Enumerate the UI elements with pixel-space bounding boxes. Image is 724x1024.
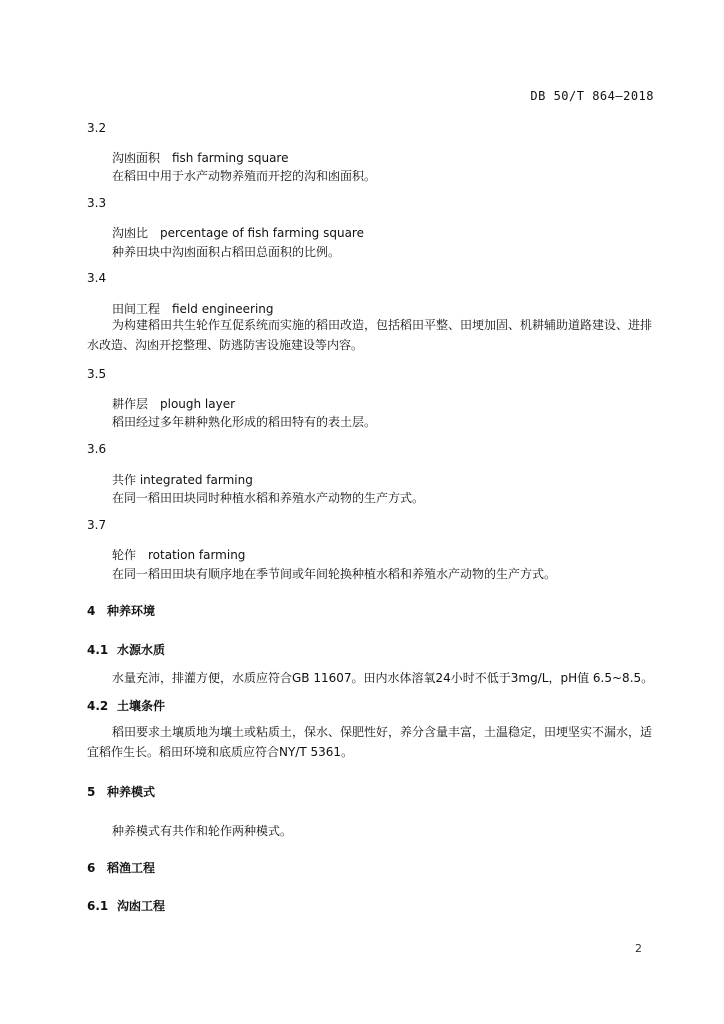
section-number: 5 (87, 785, 96, 799)
term-title: 沟凼比 percentage of fish farming square (112, 226, 364, 240)
subsection-title: 水源水质 (117, 643, 166, 657)
term-number: 3.2 (87, 121, 107, 135)
subsection-title: 土壤条件 (117, 699, 166, 713)
section-title: 种养环境 (107, 604, 156, 618)
term-definition: 为构建稻田共生轮作互促系统而实施的稻田改造，包括稻田平整、田埂加固、机耕辅助道路建设、进排水改造、沟凼开挖整理、防逃防害设施建设等内容。 (87, 318, 653, 352)
term-title: 耕作层 plough layer (112, 397, 236, 411)
term-number: 3.7 (87, 518, 107, 532)
section-title: 种养模式 (107, 785, 156, 799)
section-heading (87, 783, 155, 800)
term-title: 田间工程 field engineering (112, 302, 274, 316)
section-title: 稻渔工程 (107, 861, 156, 875)
term-title: 共作 integrated farming (112, 473, 253, 487)
subsection-number: 6.1 (87, 899, 109, 913)
term-number: 3.6 (87, 442, 107, 456)
term-definition: 在同一稻田田块有顺序地在季节间或年间轮换种植水稻和养殖水产动物的生产方式。 (112, 567, 557, 581)
section-number: 4 (87, 604, 96, 618)
term-definition: 在同一稻田田块同时种植水稻和养殖水产动物的生产方式。 (112, 491, 425, 505)
subsection-heading (87, 641, 165, 658)
term-number: 3.4 (87, 271, 107, 285)
term-number: 3.5 (87, 367, 107, 381)
section-heading (87, 859, 155, 876)
term-definition: 种养田块中沟凼面积占稻田总面积的比例。 (112, 245, 341, 259)
page-number: 2 (635, 942, 642, 955)
term-title: 轮作 rotation farming (112, 548, 246, 562)
subsection-heading (87, 897, 165, 914)
section-number: 6 (87, 861, 96, 875)
term-definition: 在稻田中用于水产动物养殖而开挖的沟和凼面积。 (112, 169, 377, 183)
subsection-heading (87, 697, 165, 714)
subsection-number: 4.2 (87, 699, 109, 713)
term-number: 3.3 (87, 196, 107, 210)
paragraph: 种养模式有共作和轮作两种模式。 (112, 824, 293, 838)
section-heading (87, 602, 155, 619)
term-title: 沟凼面积 fish farming square (112, 151, 289, 165)
document-code: DB 50/T 864—2018 (530, 89, 654, 103)
subsection-number: 4.1 (87, 643, 109, 657)
term-definition: 稻田经过多年耕种熟化形成的稻田特有的表土层。 (112, 415, 377, 429)
paragraph: 水量充沛，排灌方便，水质应符合GB 11607。田内水体溶氧24小时不低于3mg/L，pH值 6.5~8.5。 (112, 671, 654, 685)
paragraph: 稻田要求土壤质地为壤土或粘质土，保水、保肥性好，养分含量丰富，土温稳定，田埂坚实不漏水，适宜稻作生长。稻田环境和底质应符合NY/T 5361。 (87, 725, 653, 759)
subsection-title: 沟凼工程 (117, 899, 166, 913)
